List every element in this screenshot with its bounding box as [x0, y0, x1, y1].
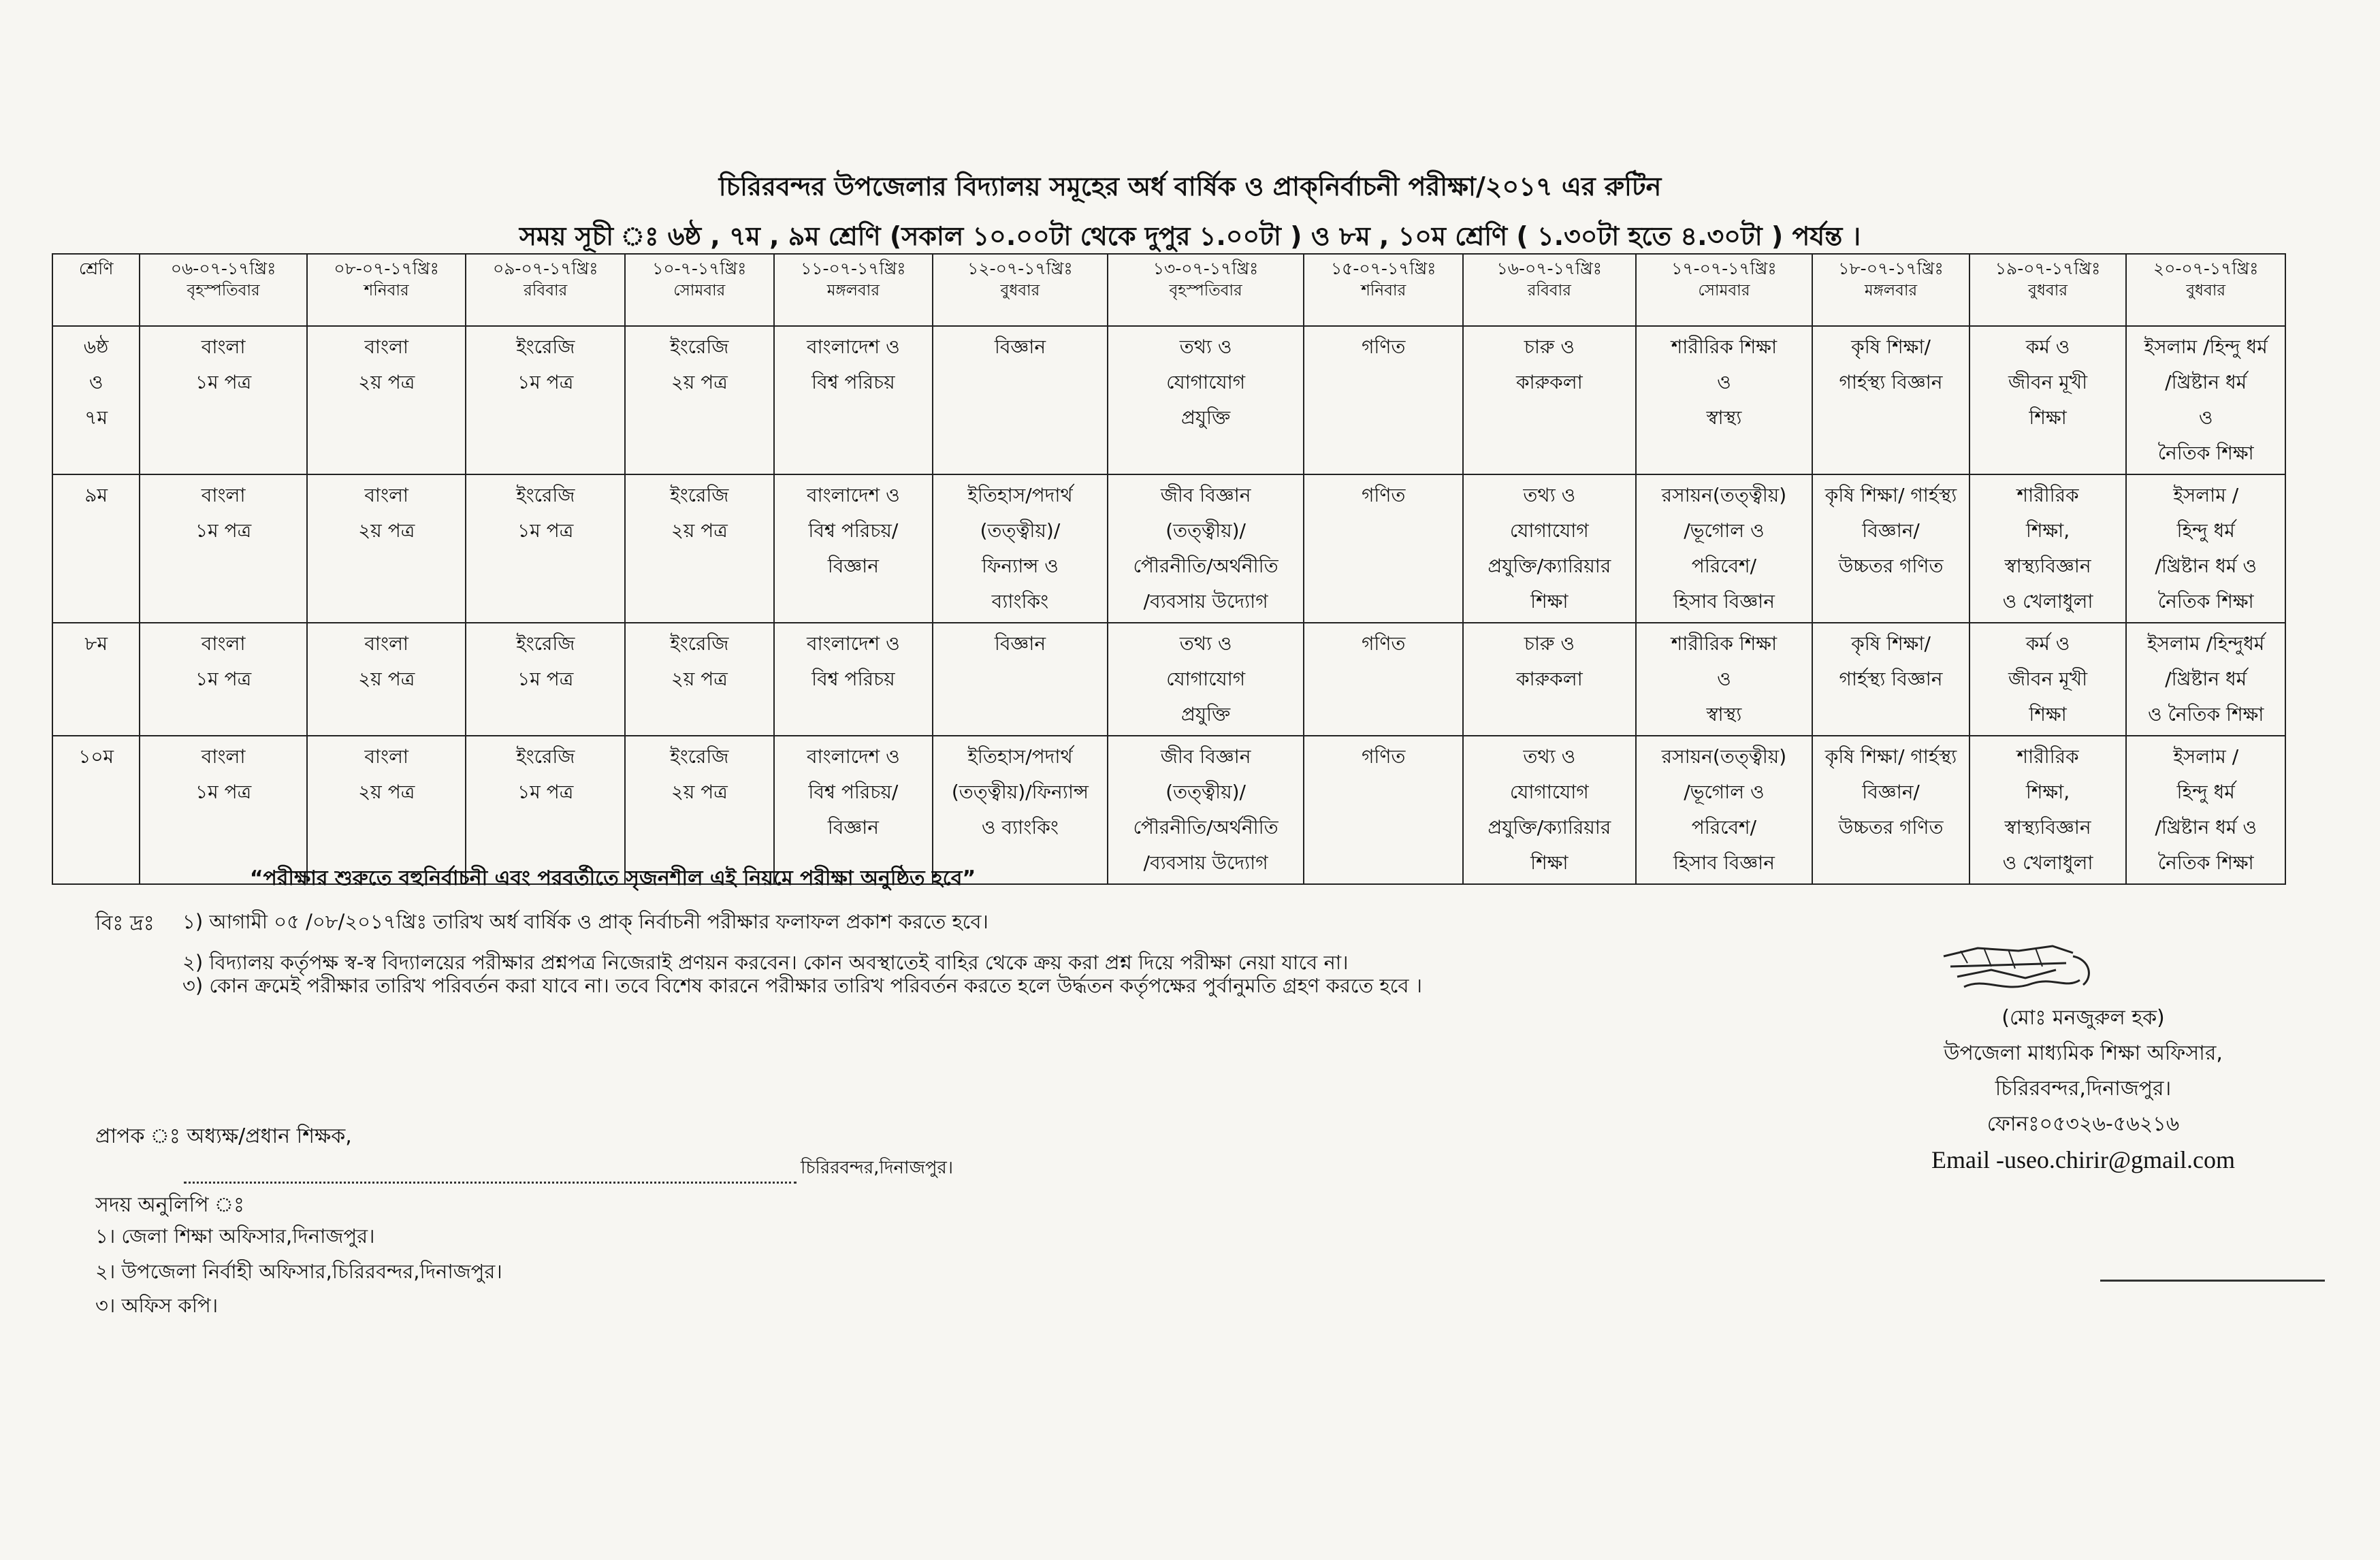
subject-cell: জীব বিজ্ঞান (তত্ত্বীয়)/ পৌরনীতি/অর্থনীতি /ব্যবসায় উদ্যোগ — [1108, 474, 1304, 623]
subject-cell: গণিত — [1304, 474, 1463, 623]
subject-cell: শারীরিক শিক্ষা, স্বাস্থ্যবিজ্ঞান ও খেলাধুলা — [1969, 474, 2127, 623]
class-cell: ৬ষ্ঠ ও ৭ম — [52, 326, 140, 474]
subject-cell: ইংরেজি ১ম পত্র — [466, 736, 625, 884]
subject-cell: জীব বিজ্ঞান (তত্ত্বীয়)/ পৌরনীতি/অর্থনীতি /ব্যবসায় উদ্যোগ — [1108, 736, 1304, 884]
date-column-header: ২০-০৭-১৭খ্রিঃ বুধবার — [2126, 254, 2285, 326]
subject-cell: তথ্য ও যোগাযোগ প্রযুক্তি/ক্যারিয়ার শিক্ষা — [1463, 736, 1636, 884]
subject-cell: তথ্য ও যোগাযোগ প্রযুক্তি/ক্যারিয়ার শিক্ষা — [1463, 474, 1636, 623]
subject-cell: বাংলা ১ম পত্র — [140, 326, 307, 474]
subject-cell: কর্ম ও জীবন মূখী শিক্ষা — [1969, 326, 2127, 474]
subject-cell: কৃষি শিক্ষা/ গার্হস্থ্য বিজ্ঞান/ উচ্চতর গণিত — [1812, 736, 1969, 884]
signatory-email: Email -useo.chirir@gmail.com — [1931, 1146, 2236, 1173]
note-item: ১) আগামী ০৫ /০৮/২০১৭খ্রিঃ তারিখ অর্ধ বার্ষিক ও প্রাক্‌ নির্বাচনী পরীক্ষার ফলাফল প্রকাশ করতে হবে। — [182, 910, 988, 933]
note-label: বিঃ দ্রঃ — [95, 911, 155, 935]
date-column-header: ০৯-০৭-১৭খ্রিঃ রবিবার — [466, 254, 625, 326]
exam-routine-table — [52, 253, 2286, 885]
subject-cell: ইংরেজি ১ম পত্র — [466, 326, 625, 474]
subject-cell: ইসলাম /হিন্দুধর্ম /খ্রিষ্টান ধর্ম ও নৈতিক শিক্ষা — [2126, 623, 2285, 736]
subject-cell: কৃষি শিক্ষা/ গার্হস্থ্য বিজ্ঞান — [1812, 623, 1969, 736]
subject-cell: গণিত — [1304, 326, 1463, 474]
subject-cell: বাংলা ২য় পত্র — [307, 623, 466, 736]
dotted-blank — [184, 1182, 797, 1184]
subject-cell: কৃষি শিক্ষা/ গার্হস্থ্য বিজ্ঞান — [1812, 326, 1969, 474]
signatory-office: চিরিরবন্দর,দিনাজপুর। — [1995, 1077, 2172, 1101]
copy-item: ১। জেলা শিক্ষা অফিসার,দিনাজপুর। — [95, 1224, 375, 1248]
subject-cell: বাংলা ১ম পত্র — [140, 736, 307, 884]
subject-cell: বাংলা ২য় পত্র — [307, 474, 466, 623]
subject-cell: কর্ম ও জীবন মূখী শিক্ষা — [1969, 623, 2127, 736]
subject-cell: চারু ও কারুকলা — [1463, 623, 1636, 736]
recipient-label: প্রাপক ঃ অধ্যক্ষ/প্রধান শিক্ষক, — [95, 1124, 352, 1148]
subject-cell: শারীরিক শিক্ষা ও স্বাস্থ্য — [1636, 623, 1813, 736]
note-item: ২) বিদ্যালয় কর্তৃপক্ষ স্ব-স্ব বিদ্যালয়ের পরীক্ষার প্রশ্নপত্র নিজেরাই প্রণয়ন করবেন। কোন অবস্থাতেই বাহির থেকে ক্রয় করা প্রশ্ন দিয়ে পরীক্ষা নেয়া যাবে না। — [182, 951, 1349, 974]
class-cell: ৯ম — [52, 474, 140, 623]
recipient-address: চিরিরবন্দর,দিনাজপুর। — [801, 1158, 954, 1178]
date-column-header: ০৮-০৭-১৭খ্রিঃ শনিবার — [307, 254, 466, 326]
subject-cell: বিজ্ঞান — [933, 326, 1108, 474]
table-row — [52, 474, 2285, 623]
date-column-header: ১৩-০৭-১৭খ্রিঃ বৃহস্পতিবার — [1108, 254, 1304, 326]
subject-cell: তথ্য ও যোগাযোগ প্রযুক্তি — [1108, 326, 1304, 474]
subject-cell: গণিত — [1304, 623, 1463, 736]
subject-cell: শারীরিক শিক্ষা ও স্বাস্থ্য — [1636, 326, 1813, 474]
subject-cell: ইংরেজি ২য় পত্র — [625, 736, 774, 884]
exam-rule-quote: “পরীক্ষার শুরুতে বহুনির্বাচনী এবং পরবর্তীতে সৃজনশীল এই নিয়মে পরীক্ষা অনুষ্ঠিত হবে” — [249, 866, 976, 890]
subject-cell: বাংলা ২য় পত্র — [307, 736, 466, 884]
subject-cell: ইসলাম / হিন্দু ধর্ম /খ্রিষ্টান ধর্ম ও নৈতিক শিক্ষা — [2126, 474, 2285, 623]
subject-cell: বিজ্ঞান — [933, 623, 1108, 736]
subject-cell: ইংরেজি ২য় পত্র — [625, 623, 774, 736]
subject-cell: শারীরিক শিক্ষা, স্বাস্থ্যবিজ্ঞান ও খেলাধুলা — [1969, 736, 2127, 884]
subject-cell: ইসলাম /হিন্দু ধর্ম /খ্রিষ্টান ধর্ম ও নৈতিক শিক্ষা — [2126, 326, 2285, 474]
subject-cell: বাংলাদেশ ও বিশ্ব পরিচয় — [774, 326, 933, 474]
signatory-phone: ফোনঃ০৫৩২৬-৫৬২১৬ — [1987, 1112, 2180, 1136]
table-header-row — [52, 254, 2285, 326]
subject-cell: ইংরেজি ২য় পত্র — [625, 474, 774, 623]
subject-cell: রসায়ন(তত্ত্বীয়) /ভূগোল ও পরিবেশ/ হিসাব বিজ্ঞান — [1636, 474, 1813, 623]
class-cell: ১০ম — [52, 736, 140, 884]
date-column-header: ০৬-০৭-১৭খ্রিঃ বৃহস্পতিবার — [140, 254, 307, 326]
date-column-header: ১৯-০৭-১৭খ্রিঃ বুধবার — [1969, 254, 2127, 326]
subject-cell: বাংলাদেশ ও বিশ্ব পরিচয়/ বিজ্ঞান — [774, 474, 933, 623]
subject-cell: বাংলা ১ম পত্র — [140, 474, 307, 623]
class-cell: ৮ম — [52, 623, 140, 736]
subject-cell: বাংলা ১ম পত্র — [140, 623, 307, 736]
subject-cell: ইংরেজি ১ম পত্র — [466, 474, 625, 623]
note-item: ৩) কোন ক্রমেই পরীক্ষার তারিখ পরিবর্তন করা যাবে না। তবে বিশেষ কারনে পরীক্ষার তারিখ পরিবর্তন করতে হলে উর্দ্ধতন কর্তৃপক্ষের পুর্বানুমতি গ্রহণ করতে হবে । — [182, 974, 1423, 997]
page-title: চিরিরবন্দর উপজেলার বিদ্যালয় সমূহের অর্ধ বার্ষিক ও প্রাক্‌নির্বাচনী পরীক্ষা/২০১৭ এর রুটিন — [718, 172, 1662, 201]
signature-rule-divider — [2100, 1280, 2325, 1282]
subject-cell: গণিত — [1304, 736, 1463, 884]
signature-icon — [1937, 936, 2100, 997]
copies-label: সদয় অনুলিপি ঃ — [95, 1193, 244, 1217]
subject-cell: বাংলাদেশ ও বিশ্ব পরিচয় — [774, 623, 933, 736]
subject-cell: ইসলাম / হিন্দু ধর্ম /খ্রিষ্টান ধর্ম ও নৈতিক শিক্ষা — [2126, 736, 2285, 884]
subject-cell: বাংলাদেশ ও বিশ্ব পরিচয়/ বিজ্ঞান — [774, 736, 933, 884]
recipient-address-line — [184, 1154, 953, 1184]
signatory-designation: উপজেলা মাধ্যমিক শিক্ষা অফিসার, — [1944, 1041, 2223, 1065]
subject-cell: ইতিহাস/পদার্থ (তত্ত্বীয়)/ফিন্যান্স ও ব্যাংকিং — [933, 736, 1108, 884]
date-column-header: ১২-০৭-১৭খ্রিঃ বুধবার — [933, 254, 1108, 326]
date-column-header: ১৬-০৭-১৭খ্রিঃ রবিবার — [1463, 254, 1636, 326]
copy-item: ৩। অফিস কপি। — [95, 1294, 219, 1317]
date-column-header: ১৭-০৭-১৭খ্রিঃ সোমবার — [1636, 254, 1813, 326]
subject-cell: কৃষি শিক্ষা/ গার্হস্থ্য বিজ্ঞান/ উচ্চতর গণিত — [1812, 474, 1969, 623]
subject-cell: তথ্য ও যোগাযোগ প্রযুক্তি — [1108, 623, 1304, 736]
subject-cell: রসায়ন(তত্ত্বীয়) /ভূগোল ও পরিবেশ/ হিসাব বিজ্ঞান — [1636, 736, 1813, 884]
date-column-header: ১০-৭-১৭খ্রিঃ সোমবার — [625, 254, 774, 326]
signatory-block — [1879, 1001, 2287, 1177]
table-row — [52, 326, 2285, 474]
copy-item: ২। উপজেলা নির্বাহী অফিসার,চিরিরবন্দর,দিনাজপুর। — [95, 1260, 502, 1283]
subject-cell: বাংলা ২য় পত্র — [307, 326, 466, 474]
schedule-subtitle: সময় সূচী ঃ ৬ষ্ঠ , ৭ম , ৯ম শ্রেণি (সকাল ১০.০০টা থেকে দুপুর ১.০০টা ) ও ৮ম , ১০ম শ্রেণি ( ১.৩০টা হতে ৪.৩০টা ) পর্যন্ত । — [519, 221, 1861, 251]
table-row — [52, 623, 2285, 736]
date-column-header: ১৫-০৭-১৭খ্রিঃ শনিবার — [1304, 254, 1463, 326]
date-column-header: ১৮-০৭-১৭খ্রিঃ মঙ্গলবার — [1812, 254, 1969, 326]
date-column-header: ১১-০৭-১৭খ্রিঃ মঙ্গলবার — [774, 254, 933, 326]
signatory-name: (মোঃ মনজুরুল হক) — [2001, 1006, 2165, 1030]
subject-cell: ইংরেজি ১ম পত্র — [466, 623, 625, 736]
subject-cell: ইতিহাস/পদার্থ (তত্ত্বীয়)/ ফিন্যান্স ও ব্যাংকিং — [933, 474, 1108, 623]
subject-cell: ইংরেজি ২য় পত্র — [625, 326, 774, 474]
class-column-header: শ্রেণি — [52, 254, 140, 326]
subject-cell: চারু ও কারুকলা — [1463, 326, 1636, 474]
